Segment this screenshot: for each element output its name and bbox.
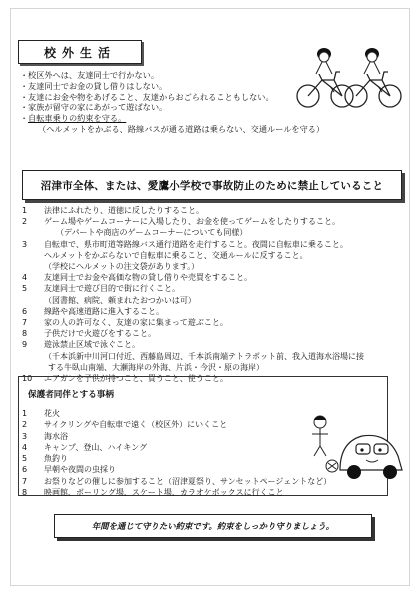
list-item: 8 子供だけで火遊びをすること。 xyxy=(22,329,156,339)
section-title: 校外生活 xyxy=(18,40,142,64)
rule-item: ・友達にお金や物をあげること、友達からおごられることもしない。 xyxy=(20,91,274,102)
list-item: 3 自転車で、県市町道等路線バス通行道路を走行すること。夜間に自転車に乗ること。 xyxy=(22,239,348,249)
list-item: 4 友達同士でお金や高価な物の貸し借りや売買をすること。 xyxy=(22,273,252,283)
list-item-note: （千本浜新中川河口付近、西藤島周辺、千本浜南端テトラポット前、我入道海水浴場に接 xyxy=(44,351,364,361)
guardian-section-title: 保護者同伴とする事柄 xyxy=(28,390,114,400)
list-item: 2 ゲーム場やゲームコーナーに入場したり、お金を使ってゲームをしたりすること。 xyxy=(22,217,340,227)
children-cycling-icon xyxy=(294,44,406,112)
list-item-note: する牛臥山南端、大瀬海岸の外海、片浜・今沢・原の海岸） xyxy=(48,362,264,372)
rule-note: （ヘルメットをかぶる、路線バスが通る道路は乗らない、交通ルールを守る） xyxy=(38,123,325,134)
rule-item: ・校区外へは、友達同士で行かない。 xyxy=(20,70,160,80)
list-item: 10 エアガンを子供が持つこと、買うこと、使うこと。 xyxy=(22,374,228,384)
list-item: 4 キャンプ、登山、ハイキング xyxy=(22,442,148,452)
list-item: 5 魚釣り xyxy=(22,454,68,464)
list-item: 2 サイクリングや自転車で遠く（校区外）にいくこと xyxy=(22,420,228,430)
list-item: 5 友達同士で遊び目的で街に行くこと。 xyxy=(22,284,180,294)
list-item: 3 海水浴 xyxy=(22,431,68,441)
list-item: 9 遊泳禁止区域で泳ぐこと。 xyxy=(22,340,140,350)
list-item: 8 映画館、ボーリング場、スケート場、カラオケボックスに行くこと xyxy=(22,488,284,498)
guardian-list xyxy=(22,408,331,498)
rule-item: ・友達同士でお金の貸し借りはしない。 xyxy=(20,80,168,91)
list-item-note: （図書館、病院、頼まれたおつかいは可） xyxy=(44,295,196,305)
list-item-note: （学校にヘルメットの注文袋があります。） xyxy=(44,262,200,272)
list-item: 1 花火 xyxy=(22,409,60,418)
rule-item: ・自転車乗りの約束を守る。 xyxy=(20,113,127,124)
list-item: 1 法律にふれたり、道徳に反したりすること。 xyxy=(22,206,204,215)
car-and-kids-icon xyxy=(310,412,406,488)
rule-item: ・家族が留守の家にあがって遊ばない。 xyxy=(20,102,168,113)
prohibitions-banner: 沼津市全体、または、愛鷹小学校で事故防止のために禁止していること xyxy=(22,170,402,200)
list-item: 7 家の人の許可なく、友達の家に集まって遊ぶこと。 xyxy=(22,318,228,328)
list-item: 6 早朝や夜間の虫採り xyxy=(22,465,116,475)
list-item-note: ヘルメットをかぶらないで自転車に乗ること、交通ルールに反すること。 xyxy=(44,250,308,260)
list-item: 6 線路や高速道路に進入すること。 xyxy=(22,306,164,316)
list-item: 7 お祭りなどの催しに参加すること（沼津夏祭り、サンセットページェントなど） xyxy=(22,476,332,486)
list-item-note: （デパートや商店のゲームコーナーについても同様） xyxy=(56,228,248,238)
footer-message: 年間を通じて守りたい約束です。約束をしっかり守りましょう。 xyxy=(54,514,372,538)
prohibited-list xyxy=(22,205,404,384)
